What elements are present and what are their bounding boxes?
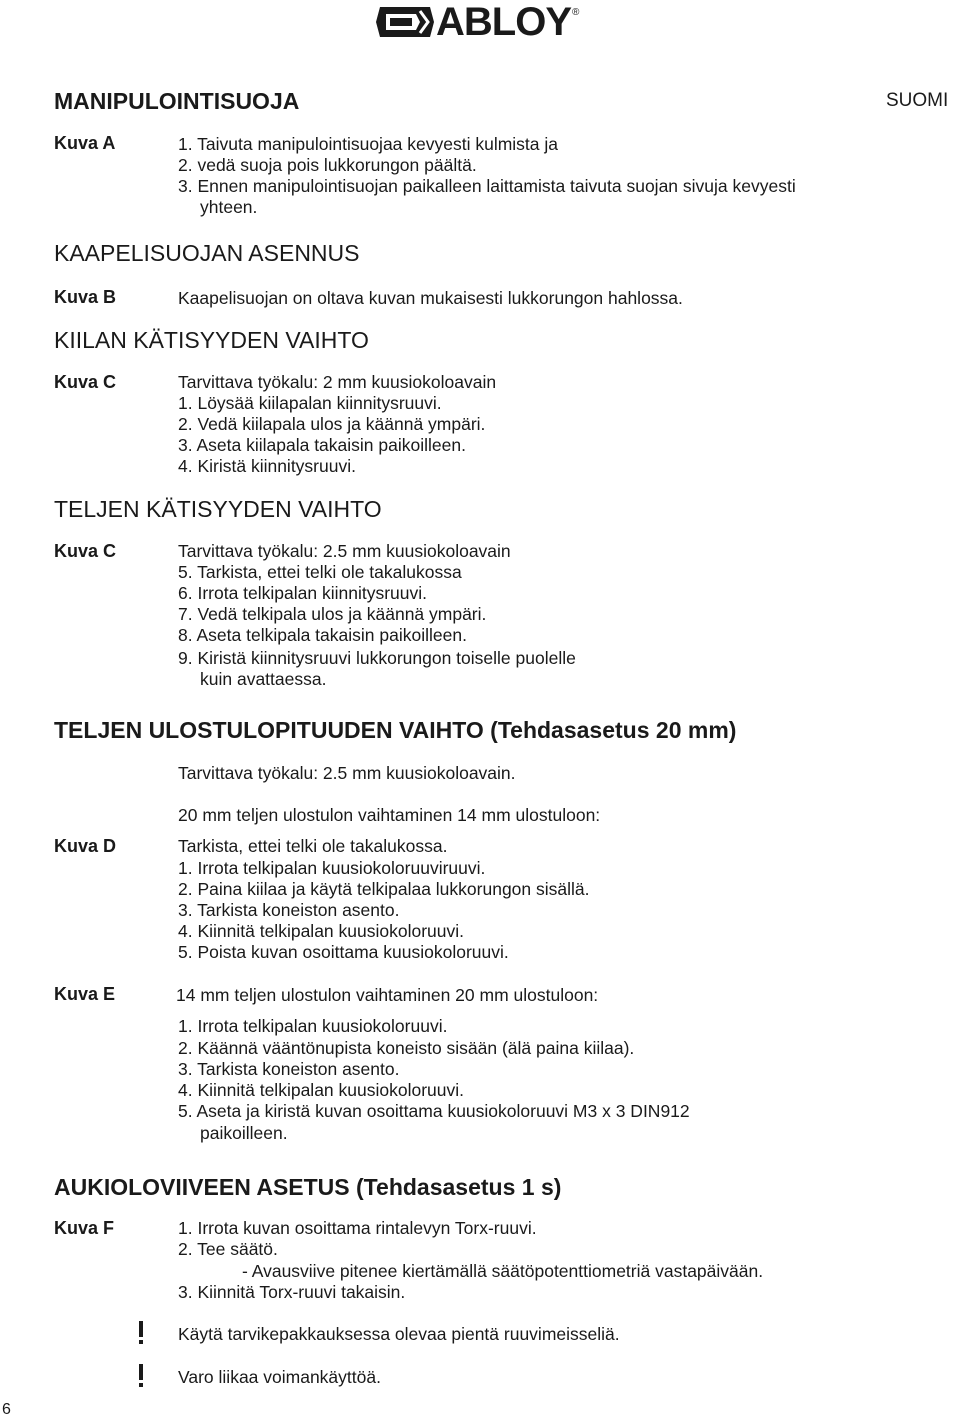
instruction-line: 5. Aseta ja kiristä kuvan osoittama kuusiokoloruuvi M3 x 3 DIN912 [178, 1101, 690, 1121]
subsection-intro: 20 mm teljen ulostulon vaihtaminen 14 mm ulostuloon: [178, 805, 601, 825]
instruction-line: 8. Aseta telkipala takaisin paikoilleen. [178, 625, 467, 645]
figure-label-b: Kuva B [54, 287, 117, 307]
instruction-line: paikoilleen. [200, 1123, 288, 1143]
instruction-line: 3. Ennen manipulointisuojan paikalleen laittamista taivuta suojan sivuja kevyesti [178, 176, 796, 196]
tool-line: Tarvittava työkalu: 2.5 mm kuusiokoloavain. [178, 763, 516, 783]
figure-label-d: Kuva D [54, 836, 117, 856]
instruction-line: 3. Tarkista koneiston asento. [178, 1059, 400, 1079]
section-title-teljen-katisyyden-vaihto: TELJEN KÄTISYYDEN VAIHTO [54, 496, 382, 522]
instruction-line: 4. Kiinnitä telkipalan kuusiokoloruuvi. [178, 921, 464, 941]
instruction-line: 1. Taivuta manipulointisuojaa kevyesti kulmista ja [178, 134, 559, 154]
section-title-kiilan-katisyyden-vaihto: KIILAN KÄTISYYDEN VAIHTO [54, 327, 369, 353]
instruction-line: 9. Kiristä kiinnitysruuvi lukkorungon toiselle puolelle [178, 648, 576, 668]
instruction-line: 2. Paina kiilaa ja käytä telkipalaa lukkorungon sisällä. [178, 879, 590, 899]
figure-label-c: Kuva C [54, 372, 117, 392]
warning-exclamation-icon [126, 1320, 156, 1346]
instruction-line: 3. Aseta kiilapala takaisin paikoilleen. [178, 435, 466, 455]
figure-label-a: Kuva A [54, 133, 116, 153]
instruction-line: - Avausviive pitenee kiertämällä säätöpotenttiometriä vastapäivään. [242, 1261, 764, 1281]
instruction-line: 5. Tarkista, ettei telki ole takalukossa [178, 562, 462, 582]
instruction-line: 5. Poista kuvan osoittama kuusiokoloruuvi. [178, 942, 509, 962]
subsection-intro: 14 mm teljen ulostulon vaihtaminen 20 mm ulostuloon: [176, 985, 599, 1005]
instruction-line: 3. Kiinnitä Torx-ruuvi takaisin. [178, 1282, 406, 1302]
instruction-line: 4. Kiinnitä telkipalan kuusiokoloruuvi. [178, 1080, 464, 1100]
brand-name: ABLOY [436, 0, 571, 44]
instruction-line: 1. Löysää kiilapalan kiinnitysruuvi. [178, 393, 442, 413]
section-title-aukioloviiveen-asetus: AUKIOLOVIIVEEN ASETUS (Tehdasasetus 1 s) [54, 1174, 562, 1200]
warning-text: Käytä tarvikepakkauksessa olevaa pientä ruuvimeisseliä. [178, 1324, 620, 1344]
section-title-teljen-ulostulopituuden-vaihto: TELJEN ULOSTULOPITUUDEN VAIHTO (Tehdasasetus 20 mm) [54, 717, 737, 743]
instruction-line: 2. Käännä vääntönupista koneisto sisään (älä paina kiilaa). [178, 1038, 635, 1058]
section-title-manipulointisuoja: MANIPULOINTISUOJA [54, 88, 300, 114]
figure-label-e: Kuva E [54, 984, 116, 1004]
instruction-line: 4. Kiristä kiinnitysruuvi. [178, 456, 356, 476]
instruction-line: Kaapelisuojan on oltava kuvan mukaisesti lukkorungon hahlossa. [178, 288, 683, 308]
figure-label-f: Kuva F [54, 1218, 115, 1238]
language-label: SUOMI [886, 90, 949, 111]
warning-exclamation-icon [126, 1363, 156, 1389]
registered-mark: ® [572, 7, 580, 18]
instruction-line: 1. Irrota telkipalan kuusiokoloruuvi. [178, 1016, 448, 1036]
abloy-logo [376, 0, 580, 44]
instruction-line: 2. vedä suoja pois lukkorungon päältä. [178, 155, 477, 175]
instruction-line: 6. Irrota telkipalan kiinnitysruuvi. [178, 583, 427, 603]
section-title-kaapelisuojan-asennus: KAAPELISUOJAN ASENNUS [54, 240, 360, 266]
instruction-line: 3. Tarkista koneiston asento. [178, 900, 400, 920]
instruction-line: kuin avattaessa. [200, 669, 327, 689]
instruction-line: 1. Irrota telkipalan kuusiokoloruuviruuvi. [178, 858, 486, 878]
instruction-line: 7. Vedä telkipala ulos ja käännä ympäri. [178, 604, 487, 624]
instruction-line: 1. Irrota kuvan osoittama rintalevyn Torx-ruuvi. [178, 1218, 537, 1238]
instruction-line: 2. Tee säätö. [178, 1239, 278, 1259]
instruction-line: Tarvittava työkalu: 2.5 mm kuusiokoloavain [178, 541, 511, 561]
instruction-line: yhteen. [200, 197, 258, 217]
abloy-key-icon [376, 5, 434, 39]
figure-label-c: Kuva C [54, 541, 117, 561]
instruction-line: 2. Vedä kiilapala ulos ja käännä ympäri. [178, 414, 486, 434]
warning-text: Varo liikaa voimankäyttöä. [178, 1367, 381, 1387]
instruction-line: Tarvittava työkalu: 2 mm kuusiokoloavain [178, 372, 497, 392]
page-number: 6 [2, 1401, 11, 1418]
instruction-line: Tarkista, ettei telki ole takalukossa. [178, 836, 448, 856]
